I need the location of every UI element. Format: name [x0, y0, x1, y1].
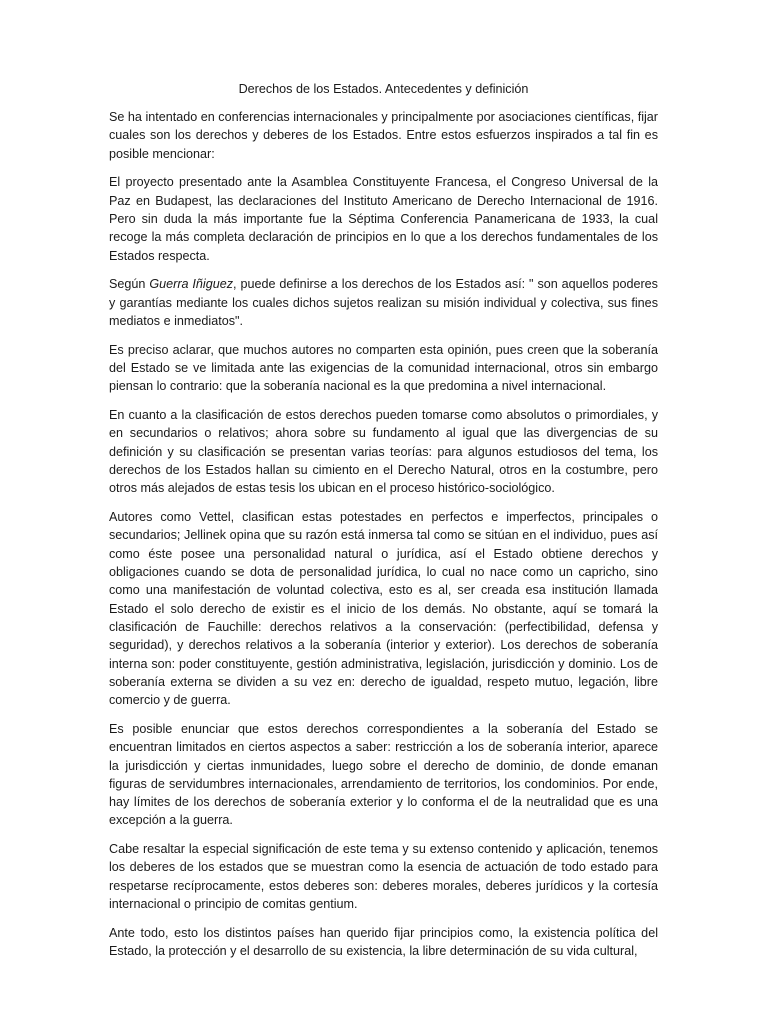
paragraph-6: Autores como Vettel, clasifican estas potestades en perfectos e imperfectos, principales o secundarios; Jellinek opina que su razón está inmersa tal como se sitúan en el individuo, pues así como éste posee una personalidad natural o jurídica, así el Estado obtiene derechos y obligaciones cuando se dota de personalidad jurídica, lo cual no nace como un capricho, sino como una manifestación de voluntad colectiva, esto es al, ser creada esa institución llamada Estado el solo derecho de existir es el inicio de los demás. No obstante, aquí se tomará la clasificación de Fauchille: derechos relativos a la conservación: (perfectibilidad, defensa y seguridad), y derechos relativos a la soberanía (interior y exterior). Los derechos de soberanía interna son: poder constituyente, gestión administrativa, legislación, jurisdicción y dominio. Los de soberanía externa se dividen a su vez en: derecho de igualdad, respeto mutuo, legación, libre comercio y de guerra.	[109, 510, 658, 708]
paragraph-3-rest: , puede definirse a los derechos de los Estados así: " son aquellos poderes y garantías mediante los cuales dichos sujetos realizan su misión individual y colectiva, sus fines mediatos e inmediatos".	[109, 277, 658, 328]
author-name: Guerra Iñiguez	[149, 277, 234, 292]
document-page	[109, 80, 658, 971]
document-title: Derechos de los Estados. Antecedentes y definición	[238, 82, 529, 96]
paragraph-8: Cabe resaltar la especial significación de este tema y su extenso contenido y aplicación, tenemos los deberes de los estados que se muestran como la esencia de actuación de todo estado para respetarse recíprocamente, estos deberes son: deberes morales, deberes jurídicos y la cortesía internacional o principio de comitas gentium.	[109, 842, 658, 912]
paragraph-3	[109, 275, 658, 330]
paragraph-3-lead: Según	[109, 277, 150, 292]
paragraph-4: Es preciso aclarar, que muchos autores no comparten esta opinión, pues creen que la soberanía del Estado se ve limitada ante las exigencias de la comunidad internacional, otros sin embargo piensan lo contrario: que la soberanía nacional es la que predomina a nivel internacional.	[109, 342, 658, 394]
paragraph-7: Es posible enunciar que estos derechos correspondientes a la soberanía del Estado se encuentran limitados en ciertos aspectos a saber: restricción a los de soberanía interior, aparece la jurisdicción y ciertas inmunidades, luego sobre el derecho de dominio, de donde emanan figuras de servidumbres internacionales, arrendamiento de territorios, los condominios. Por ende, hay límites de los derechos de soberanía exterior y lo conforma el de la neutralidad que es una excepción a la guerra.	[109, 721, 658, 828]
paragraph-2: El proyecto presentado ante la Asamblea Constituyente Francesa, el Congreso Universal de la Paz en Budapest, las declaraciones del Instituto Americano de Derecho Internacional de 1916. Pero sin duda la más importante fue la Séptima Conferencia Panamericana de 1933, la cual recoge la más completa declaración de principios en lo que a los derechos fundamentales de los Estados respecta.	[109, 175, 658, 263]
paragraph-1: Se ha intentado en conferencias internacionales y principalmente por asociaciones científicas, fijar cuales son los derechos y deberes de los Estados. Entre estos esfuerzos inspirados a tal fin es posible mencionar:	[109, 110, 658, 161]
paragraph-9: Ante todo, esto los distintos países han querido fijar principios como, la existencia política del Estado, la protección y el desarrollo de su existencia, la libre determinación de su vida cultural,	[109, 925, 658, 959]
paragraph-5: En cuanto a la clasificación de estos derechos pueden tomarse como absolutos o primordiales, y en secundarios o relativos; ahora sobre su fundamento al igual que las divergencias de su definición y su clasificación se presentan varias teorías: para algunos estudiosos del tema, los derechos de los Estados hallan su cimiento en el Derecho Natural, otros en la costumbre, pero otros más alejados de estas tesis los ubican en el proceso histórico-sociológico.	[109, 408, 658, 496]
